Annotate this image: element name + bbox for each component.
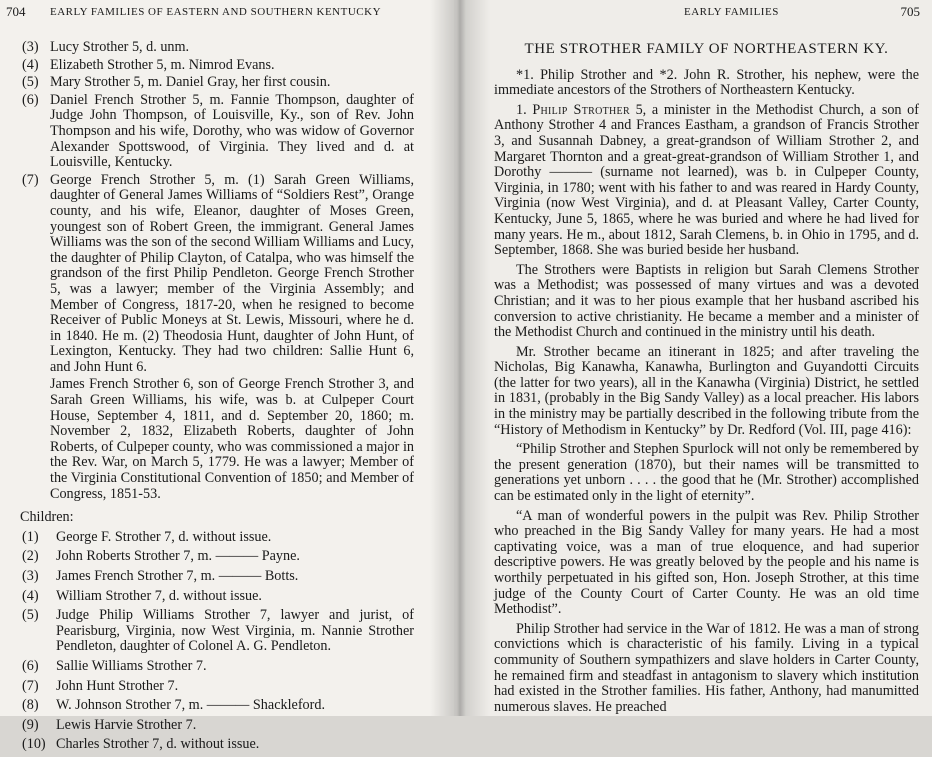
child-text: John Roberts Strother 7, m. ——— Payne. <box>56 548 300 565</box>
item-text: Daniel French Strother 5, m. Fannie Thompson, daughter of Judge John Thompson, of Louisville, Ky., son of Rev. John Thompson and his wife, Dorothy, who was widow of Governor Alexander Spottswood, of Virginia. They lived and d. at Louisville, Kentucky. <box>50 91 414 171</box>
item-number: (6) <box>22 91 39 108</box>
child-text: William Strother 7, d. without issue. <box>56 587 262 604</box>
item-text: George French Strother 5, m. (1) Sarah Green Williams, daughter of General James Williams of “Soldiers Rest”, Orange county, and his wife, Eleanor, daughter of Moses Green, youngest son of Robert Green, the immigrant. General James Williams was the son of the second William Williams and Lucy, the daughter of Philip Clayton, of Catalpa, who was himself the grandson of the first Philip Pendleton. George French Strother 5, was a lawyer; member of the Virginia Assembly; and Member of Congress, 1817-20, when he resigned to become Receiver of Public Moneys at St. Lewis, Missouri, where he d. in 1840. He m. (2) Theodosia Hunt, daughter of John Hunt, of Lexington, Kentucky. They had two children: Sallie Hunt 6, and John Hunt 6. <box>50 171 414 375</box>
chapter-title: THE STROTHER FAMILY OF NORTHEASTERN KY. <box>524 41 889 57</box>
child-number: (9) <box>22 716 39 733</box>
list-item <box>14 173 414 376</box>
child-item <box>14 698 414 714</box>
right-running-head: EARLY FAMILIES <box>684 6 779 18</box>
child-text: Charles Strother 7, d. without issue. <box>56 736 260 753</box>
item-text: Elizabeth Strother 5, m. Nimrod Evans. <box>50 56 275 73</box>
child-item <box>14 530 414 546</box>
paragraph-religion: The Strothers were Baptists in religion but Sarah Clemens Strother was a Methodist; was possessed of many virtues and was a devoted Christian; and it was to her pious example that her husband ascribed his conversion to active christianity. He became a member and a minister of the Methodist Church and continued in the ministry until his death. <box>494 261 919 341</box>
item-text: Lucy Strother 5, d. unm. <box>50 39 190 55</box>
sub-paragraph: James French Strother 6, son of George French Strother 3, and Sarah Green Williams, his wife, was b. at Culpeper Court House, September 4, 1811, and d. September 20, 1860; m. November 2, 1832, Elizabeth Roberts, daughter of John Roberts, of Culpeper county, who was commissioned a major in the Rev. War, on March 5, 1779. He was a lawyer; Member of the Virginia Constitutional Convention of 1850; and Member of Congress, 1851-53. <box>50 376 414 502</box>
children-heading: Children: <box>20 509 74 526</box>
list-item <box>14 58 414 74</box>
child-item <box>14 589 414 605</box>
child-item <box>14 549 414 565</box>
child-number: (7) <box>22 677 39 694</box>
child-number: (2) <box>22 548 39 565</box>
child-item <box>14 569 414 585</box>
child-number: (6) <box>22 657 39 674</box>
right-page <box>454 0 932 716</box>
child-number: (8) <box>22 697 39 714</box>
left-column <box>14 40 414 757</box>
paragraph-lead: 1. <box>516 101 533 118</box>
child-number: (5) <box>22 607 39 624</box>
item-text: Mary Strother 5, m. Daniel Gray, her first cousin. <box>50 74 331 91</box>
child-text: James French Strother 7, m. ——— Botts. <box>56 568 299 584</box>
left-page <box>0 0 454 753</box>
child-text: W. Johnson Strother 7, m. ——— Shackleford. <box>56 697 326 714</box>
child-item <box>14 679 414 695</box>
child-text: Sallie Williams Strother 7. <box>56 657 207 674</box>
child-number: (1) <box>22 528 39 545</box>
item-number: (5) <box>22 74 39 91</box>
child-item <box>14 608 414 655</box>
child-number: (4) <box>22 587 39 604</box>
left-page-number: 704 <box>6 4 26 19</box>
paragraph-war-service: Philip Strother had service in the War of 1812. He was a man of strong convictions which is characteristic of his family. Living in a typical community of Southern sympathizers and slave holders in Carter County, he remained firm and steadfast in antagonism to slavery which institution had existed in the Strother families. His father, Anthony, had manumitted numerous slaves. He preached <box>494 620 919 715</box>
child-text: George F. Strother 7, d. without issue. <box>56 528 272 545</box>
right-page-number: 705 <box>900 4 920 19</box>
list-item <box>14 75 414 91</box>
child-number: (3) <box>22 568 39 584</box>
child-item <box>14 718 414 734</box>
quote-two: “A man of wonderful powers in the pulpit was Rev. Philip Strother who preached in the Big Sandy Valley for many years. He had a most captivating voice, was a man of true eloquence, and had superior descriptive powers. He was greatly beloved by the people and his name is worthily perpetuated in his gifted son, Hon. Joseph Strother, at this time judge of the County Court of Carter County. He was an old time Methodist”. <box>494 507 919 618</box>
child-text: Lewis Harvie Strother 7. <box>56 716 197 733</box>
list-item <box>14 40 414 56</box>
item-number: (7) <box>22 171 39 188</box>
child-text: John Hunt Strother 7. <box>56 677 179 694</box>
quote-one: “Philip Strother and Stephen Spurlock will not only be remembered by the present generation (1870), but their names will be transmitted to generations yet unborn . . . . the good that he (Mr. Strother) accomplished can be estimated only in the light of eternity”. <box>494 441 919 505</box>
paragraph-body: 5, a minister in the Methodist Church, a son of Anthony Strother 4 and Frances Eastham, a grandson of Francis Strother 3, and Susannah Dabney, a great-grandson of William Strother 2, and Margaret Thornton and a great-great-grandson of William Strother 1, and Dorothy ——— (surname not learned), was b. in Culpeper County, Virginia, in 1780; went with his father to and was reared in Hardy County, Virginia (now West Virginia), and d. at Pleasant Valley, Carter County, Kentucky, June 5, 1865, where he was buried and where he had lived for many years. He m., about 1812, Sarah Clemens, b. in Ohio in 1795, and d. September, 1868. She was buried beside her husband. <box>494 101 920 259</box>
intro-paragraph: *1. Philip Strother and *2. John R. Strother, his nephew, were the immediate ancestors of the Strothers of Northeastern Kentucky. <box>494 66 919 99</box>
child-item <box>14 659 414 675</box>
item-number: (3) <box>22 39 39 55</box>
item-number: (4) <box>22 56 39 73</box>
child-text: Judge Philip Williams Strother 7, lawyer and jurist, of Pearisburg, Virginia, now West Virginia, m. Nannie Strother Pendleton, daughter of Colonel A. G. Pendleton. <box>56 607 414 655</box>
subject-name: Philip Strother <box>532 101 630 118</box>
list-item <box>14 93 414 171</box>
child-item <box>14 737 414 753</box>
child-number: (10) <box>22 736 46 753</box>
left-running-head: EARLY FAMILIES OF EASTERN AND SOUTHERN KENTUCKY <box>50 6 382 18</box>
paragraph-philip-strother <box>494 103 919 259</box>
paragraph-itinerant: Mr. Strother became an itinerant in 1825; and after traveling the Nicholas, Big Kanawha, Kanawha, Burlington and Guyandotti Circuits (the latter for two years), all in the Kanawha (Virginia) District, he settled in 1831, (probably in the Big Sandy Valley) as a local preacher. His labors in the ministry may be partially described in the following tribute from the “History of Methodism in Kentucky” by Dr. Redford (Vol. III, page 416): <box>494 343 919 438</box>
right-column <box>494 40 919 719</box>
